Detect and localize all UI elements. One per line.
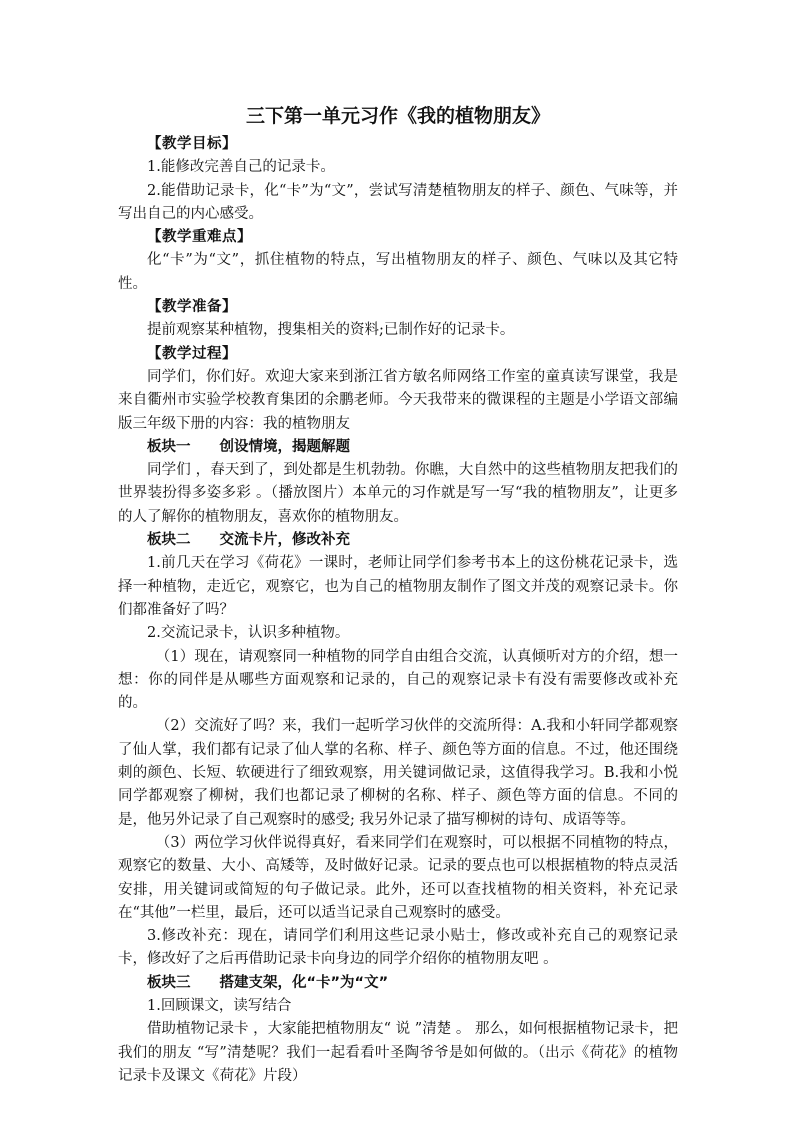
- section-heading-key-points: 【教学重难点】: [147, 229, 252, 246]
- paragraph: 2.能借助记录卡，化“卡”为“文”，尝试写清楚植物朋友的样子、颜色、气味等，并写出自己的内心感受。: [118, 182, 678, 222]
- paragraph: 同学们 ，春天到了，到处都是生机勃勃。你瞧，大自然中的这些植物朋友把我们的世界装扮得多姿多彩 。（播放图片）本单元的习作就是写一写“我的植物朋友”，让更多的人了解你的植物朋友，喜欢你的植物朋友。: [118, 462, 678, 525]
- paragraph: 化“卡”为“文”，抓住植物的特点，写出植物朋友的样子、颜色、气味以及其它特性。: [118, 252, 678, 292]
- paragraph: （2）交流好了吗？来，我们一起听学习伙伴的交流所得：A.我和小轩同学都观察了仙人掌，我们都有记录了仙人掌的名称、样子、颜色等方面的信息。不过，他还围绕刺的颜色、长短、软硬进行了细致观察，用关键词做记录，这值得我学习。B.我和小悦同学都观察了柳树，我们也都记录了柳树的名称、样子、颜色等方面的信息。不同的是，他另外记录了自己观察时的感受; 我另外记录了描写柳树的诗句、成语等等。: [118, 718, 678, 828]
- document-body: [118, 133, 678, 1088]
- paragraph: （3）两位学习伙伴说得真好，看来同学们在观察时，可以根据不同植物的特点，观察它的数量、大小、高矮等，及时做好记录。记录的要点也可以根据植物的特点灵活安排，用关键词或简短的句子做记录。此外，还可以查找植物的相关资料，补充记录在“其他”一栏里，最后，还可以适当记录自己观察时的感受。: [118, 834, 678, 921]
- paragraph: 1.前几天在学习《荷花》一课时，老师让同学们参考书本上的这份桃花记录卡，选择一种植物，走近它，观察它，也为自己的植物朋友制作了图文并茂的观察记录卡。你们都准备好了吗？: [118, 555, 678, 618]
- section-heading-objectives: 【教学目标】: [147, 136, 237, 152]
- block-heading-2: 板块二 交流卡片，修改补充: [147, 532, 350, 549]
- section-heading-preparation: 【教学准备】: [147, 299, 237, 316]
- paragraph: 同学们，你们好。欢迎大家来到浙江省方敏名师网络工作室的童真读写课堂，我是来自衢州市实验学校教育集团的余鹏老师。今天我带来的微课程的主题是小学语文部编版三年级下册的内容：我的植物朋友: [118, 368, 678, 432]
- section-heading-process: 【教学过程】: [147, 345, 237, 362]
- paragraph: 3.修改补充：现在，请同学们利用这些记录小贴士，修改或补充自己的观察记录卡，修改好了之后再借助记录卡向身边的同学介绍你的植物朋友吧 。: [118, 928, 678, 968]
- document-title: 三下第一单元习作《我的植物朋友》: [245, 105, 550, 127]
- paragraph: 提前观察某种植物，搜集相关的资料;已制作好的记录卡。: [147, 322, 515, 339]
- paragraph: 2.交流记录卡，认识多种植物。: [147, 625, 350, 642]
- block-heading-3: 板块三 搭建支架，化“卡”为“文”: [147, 974, 389, 991]
- paragraph: 1.回顾课文，读写结合: [147, 997, 292, 1014]
- paragraph: 1.能修改完善自己的记录卡。: [147, 159, 335, 176]
- block-heading-1: 板块一 创设情境，揭题解题: [147, 438, 350, 455]
- paragraph: （1）现在，请观察同一种植物的同学自由组合交流，认真倾听对方的介绍，想一想：你的同伴是从哪些方面观察和记录的，自己的观察记录卡有没有需要修改或补充的。: [118, 648, 678, 712]
- paragraph: 借助植物记录卡 ，大家能把植物朋友“ 说 ”清楚 。 那么，如何根据植物记录卡，把我们的朋友 “写”清楚呢？我们一起看看叶圣陶爷爷是如何做的。（出示《荷花》的植物记录卡及课文《荷花》片段）: [118, 1021, 678, 1084]
